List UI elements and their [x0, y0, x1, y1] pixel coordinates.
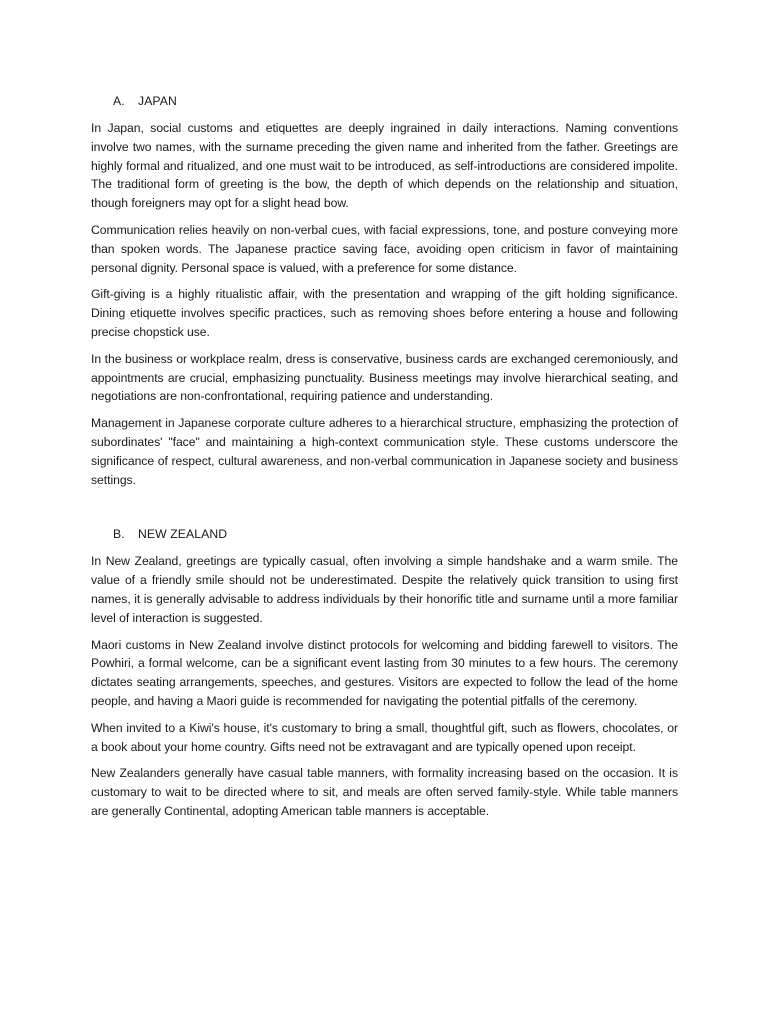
paragraph: In New Zealand, greetings are typically casual, often involving a simple handshake and a warm smile. The value of a friendly smile should not be underestimated. Despite the relatively quick transition to using first names, it is generally advisable to address individuals by their honorific title and surname until a more familiar level of interaction is suggested. [91, 554, 678, 625]
paragraph: New Zealanders generally have casual table manners, with formality increasing based on the occasion. It is customary to wait to be directed where to sit, and meals are often served family-style. While table manners are generally Continental, adopting American table manners is acceptable. [91, 766, 678, 818]
section-title: NEW ZEALAND [138, 527, 228, 542]
section-title: JAPAN [138, 94, 177, 108]
paragraph: Communication relies heavily on non-verbal cues, with facial expressions, tone, and posture conveying more than spoken words. The Japanese practice saving face, avoiding open criticism in favor of maintaining personal dignity. Personal space is valued, with a preference for some distance. [91, 222, 678, 275]
paragraph: When invited to a Kiwi's house, it's customary to bring a small, thoughtful gift, such as flowers, chocolates, or a book about your home country. Gifts need not be extravagant and are typically opened upon receipt. [91, 720, 678, 754]
paragraph: Gift-giving is a highly ritualistic affair, with the presentation and wrapping of the gift holding significance. Dining etiquette involves specific practices, such as removing shoes before entering a house and following precise chopstick use. [91, 287, 678, 339]
section-heading-japan [91, 92, 678, 111]
section-heading-new-zealand [91, 525, 678, 544]
section-marker: A. [113, 94, 125, 108]
section-marker: B. [113, 527, 125, 542]
paragraph: In Japan, social customs and etiquettes are deeply ingrained in daily interactions. Naming conventions involve two names, with the surname preceding the given name and inherited from the father. Greetings are highly formal and ritualized, and one must wait to be introduced, as self-introductions are considered impolite. The traditional form of greeting is the bow, the depth of which depends on the relationship and situation, though foreigners may opt for a slight head bow. [91, 121, 678, 211]
paragraph: Management in Japanese corporate culture adheres to a hierarchical structure, emphasizing the protection of subordinates' "face" and maintaining a high-context communication style. These customs underscore the significance of respect, cultural awareness, and non-verbal communication in Japanese society and business settings. [91, 416, 678, 487]
paragraph: In the business or workplace realm, dress is conservative, business cards are exchanged ceremoniously, and appointments are crucial, emphasizing punctuality. Business meetings may involve hierarchical seating, and negotiations are non-confrontational, requiring patience and understanding. [91, 351, 678, 404]
paragraph: Maori customs in New Zealand involve distinct protocols for welcoming and bidding farewell to visitors. The Powhiri, a formal welcome, can be a significant event lasting from 30 minutes to a few hours. The ceremony dictates seating arrangements, speeches, and gestures. Visitors are expected to follow the lead of the home people, and having a Maori guide is recommended for navigating the potential pitfalls of the ceremony. [91, 637, 678, 708]
section-spacer [91, 497, 678, 525]
document-body [91, 92, 678, 829]
